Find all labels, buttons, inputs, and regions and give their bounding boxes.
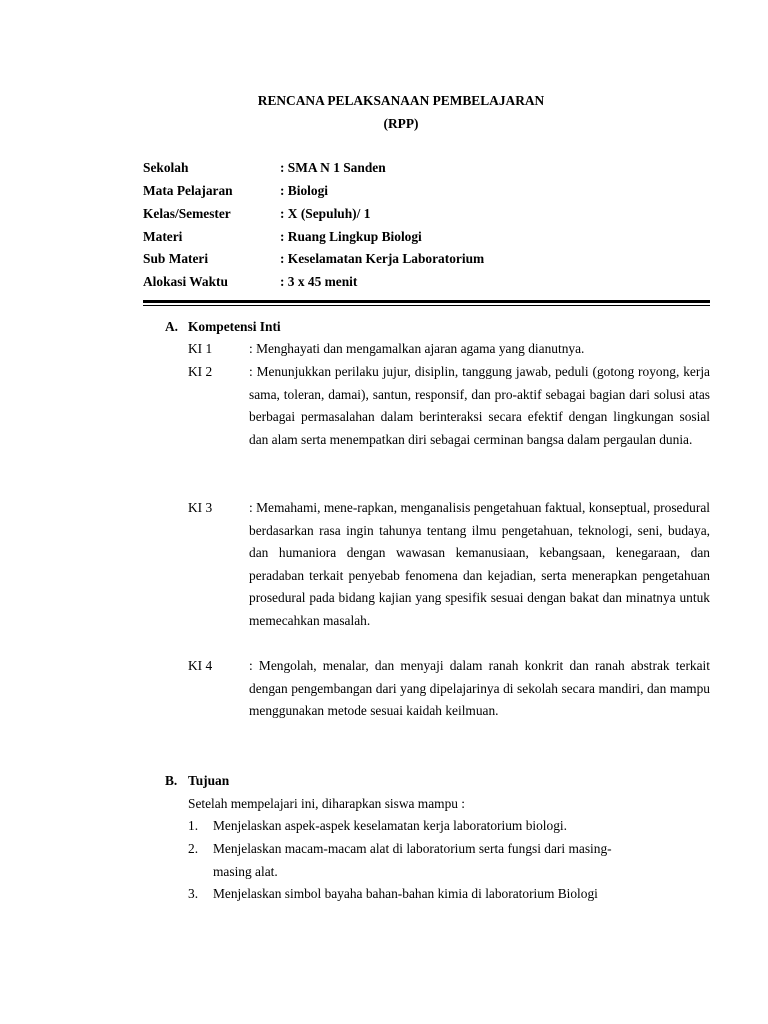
objective-number: 3. (188, 886, 199, 901)
section-letter: A. (165, 319, 179, 334)
objective-text: Menjelaskan macam-macam alat di laboratorium serta fungsi dari masing-masing alat. (213, 841, 612, 879)
ki-code: KI 3 (188, 500, 213, 515)
ki-text: : Memahami, mene-rapkan, menganalisis pengetahuan faktual, konseptual, prosedural berdasarkan rasa ingin tahunya tentang ilmu pengetahuan, teknologi, seni, budaya, dan humaniora dengan wawasan kemanusiaan, kebangsaan, kenegaraan, dan peradaban terkait penyebab fenomena dan kejadian, serta menerapkan pengetahuan prosedural pada bidang kajian yang spesifik sesuai dengan bakat dan minatnya untuk memecahkan masalah. (249, 500, 710, 628)
section-title: Tujuan (188, 773, 230, 788)
identity-value: : SMA N 1 Sanden (280, 160, 386, 175)
identity-value: : Ruang Lingkup Biologi (280, 229, 422, 244)
objective-number: 2. (188, 841, 199, 856)
ki-code: KI 4 (188, 658, 213, 673)
identity-value: : Keselamatan Kerja Laboratorium (280, 251, 485, 266)
document-subtitle: (RPP) (383, 116, 419, 131)
section-title: Kompetensi Inti (188, 319, 281, 334)
ki-code: KI 1 (188, 341, 213, 356)
identity-label: Mata Pelajaran (143, 183, 233, 198)
ki-text: : Menghayati dan mengamalkan ajaran agama yang dianutnya. (249, 341, 585, 356)
objective-text: Menjelaskan aspek-aspek keselamatan kerja laboratorium biologi. (213, 818, 567, 833)
ki-text: : Mengolah, menalar, dan menyaji dalam ranah konkrit dan ranah abstrak terkait dengan pengembangan dari yang dipelajarinya di sekolah secara mandiri, dan mampu menggunakan metode sesuai kaidah keilmuan. (249, 658, 710, 719)
identity-value: : X (Sepuluh)/ 1 (280, 206, 371, 221)
identity-value: : 3 x 45 menit (280, 274, 358, 289)
identity-label: Alokasi Waktu (143, 274, 228, 289)
identity-label: Materi (143, 229, 183, 244)
header-divider-thin (143, 305, 710, 306)
identity-label: Sub Materi (143, 251, 209, 266)
objective-text: Menjelaskan simbol bayaha bahan-bahan kimia di laboratorium Biologi (213, 886, 598, 901)
section-letter: B. (165, 773, 178, 788)
objective-number: 1. (188, 818, 199, 833)
identity-value: : Biologi (280, 183, 328, 198)
header-divider-thick (143, 300, 710, 303)
identity-label: Sekolah (143, 160, 189, 175)
document-title: RENCANA PELAKSANAAN PEMBELAJARAN (257, 93, 545, 108)
objectives-intro: Setelah mempelajari ini, diharapkan siswa mampu : (188, 796, 466, 811)
ki-code: KI 2 (188, 364, 213, 379)
identity-label: Kelas/Semester (143, 206, 231, 221)
ki-text: : Menunjukkan perilaku jujur, disiplin, tanggung jawab, peduli (gotong royong, kerja sama, toleran, damai), santun, responsif, dan pro-aktif sebagai bagian dari solusi atas berbagai permasalahan dalam berinteraksi secara efektif dengan lingkungan sosial dan alam serta menempatkan diri sebagai cerminan bangsa dalam pergaulan dunia. (249, 364, 710, 447)
